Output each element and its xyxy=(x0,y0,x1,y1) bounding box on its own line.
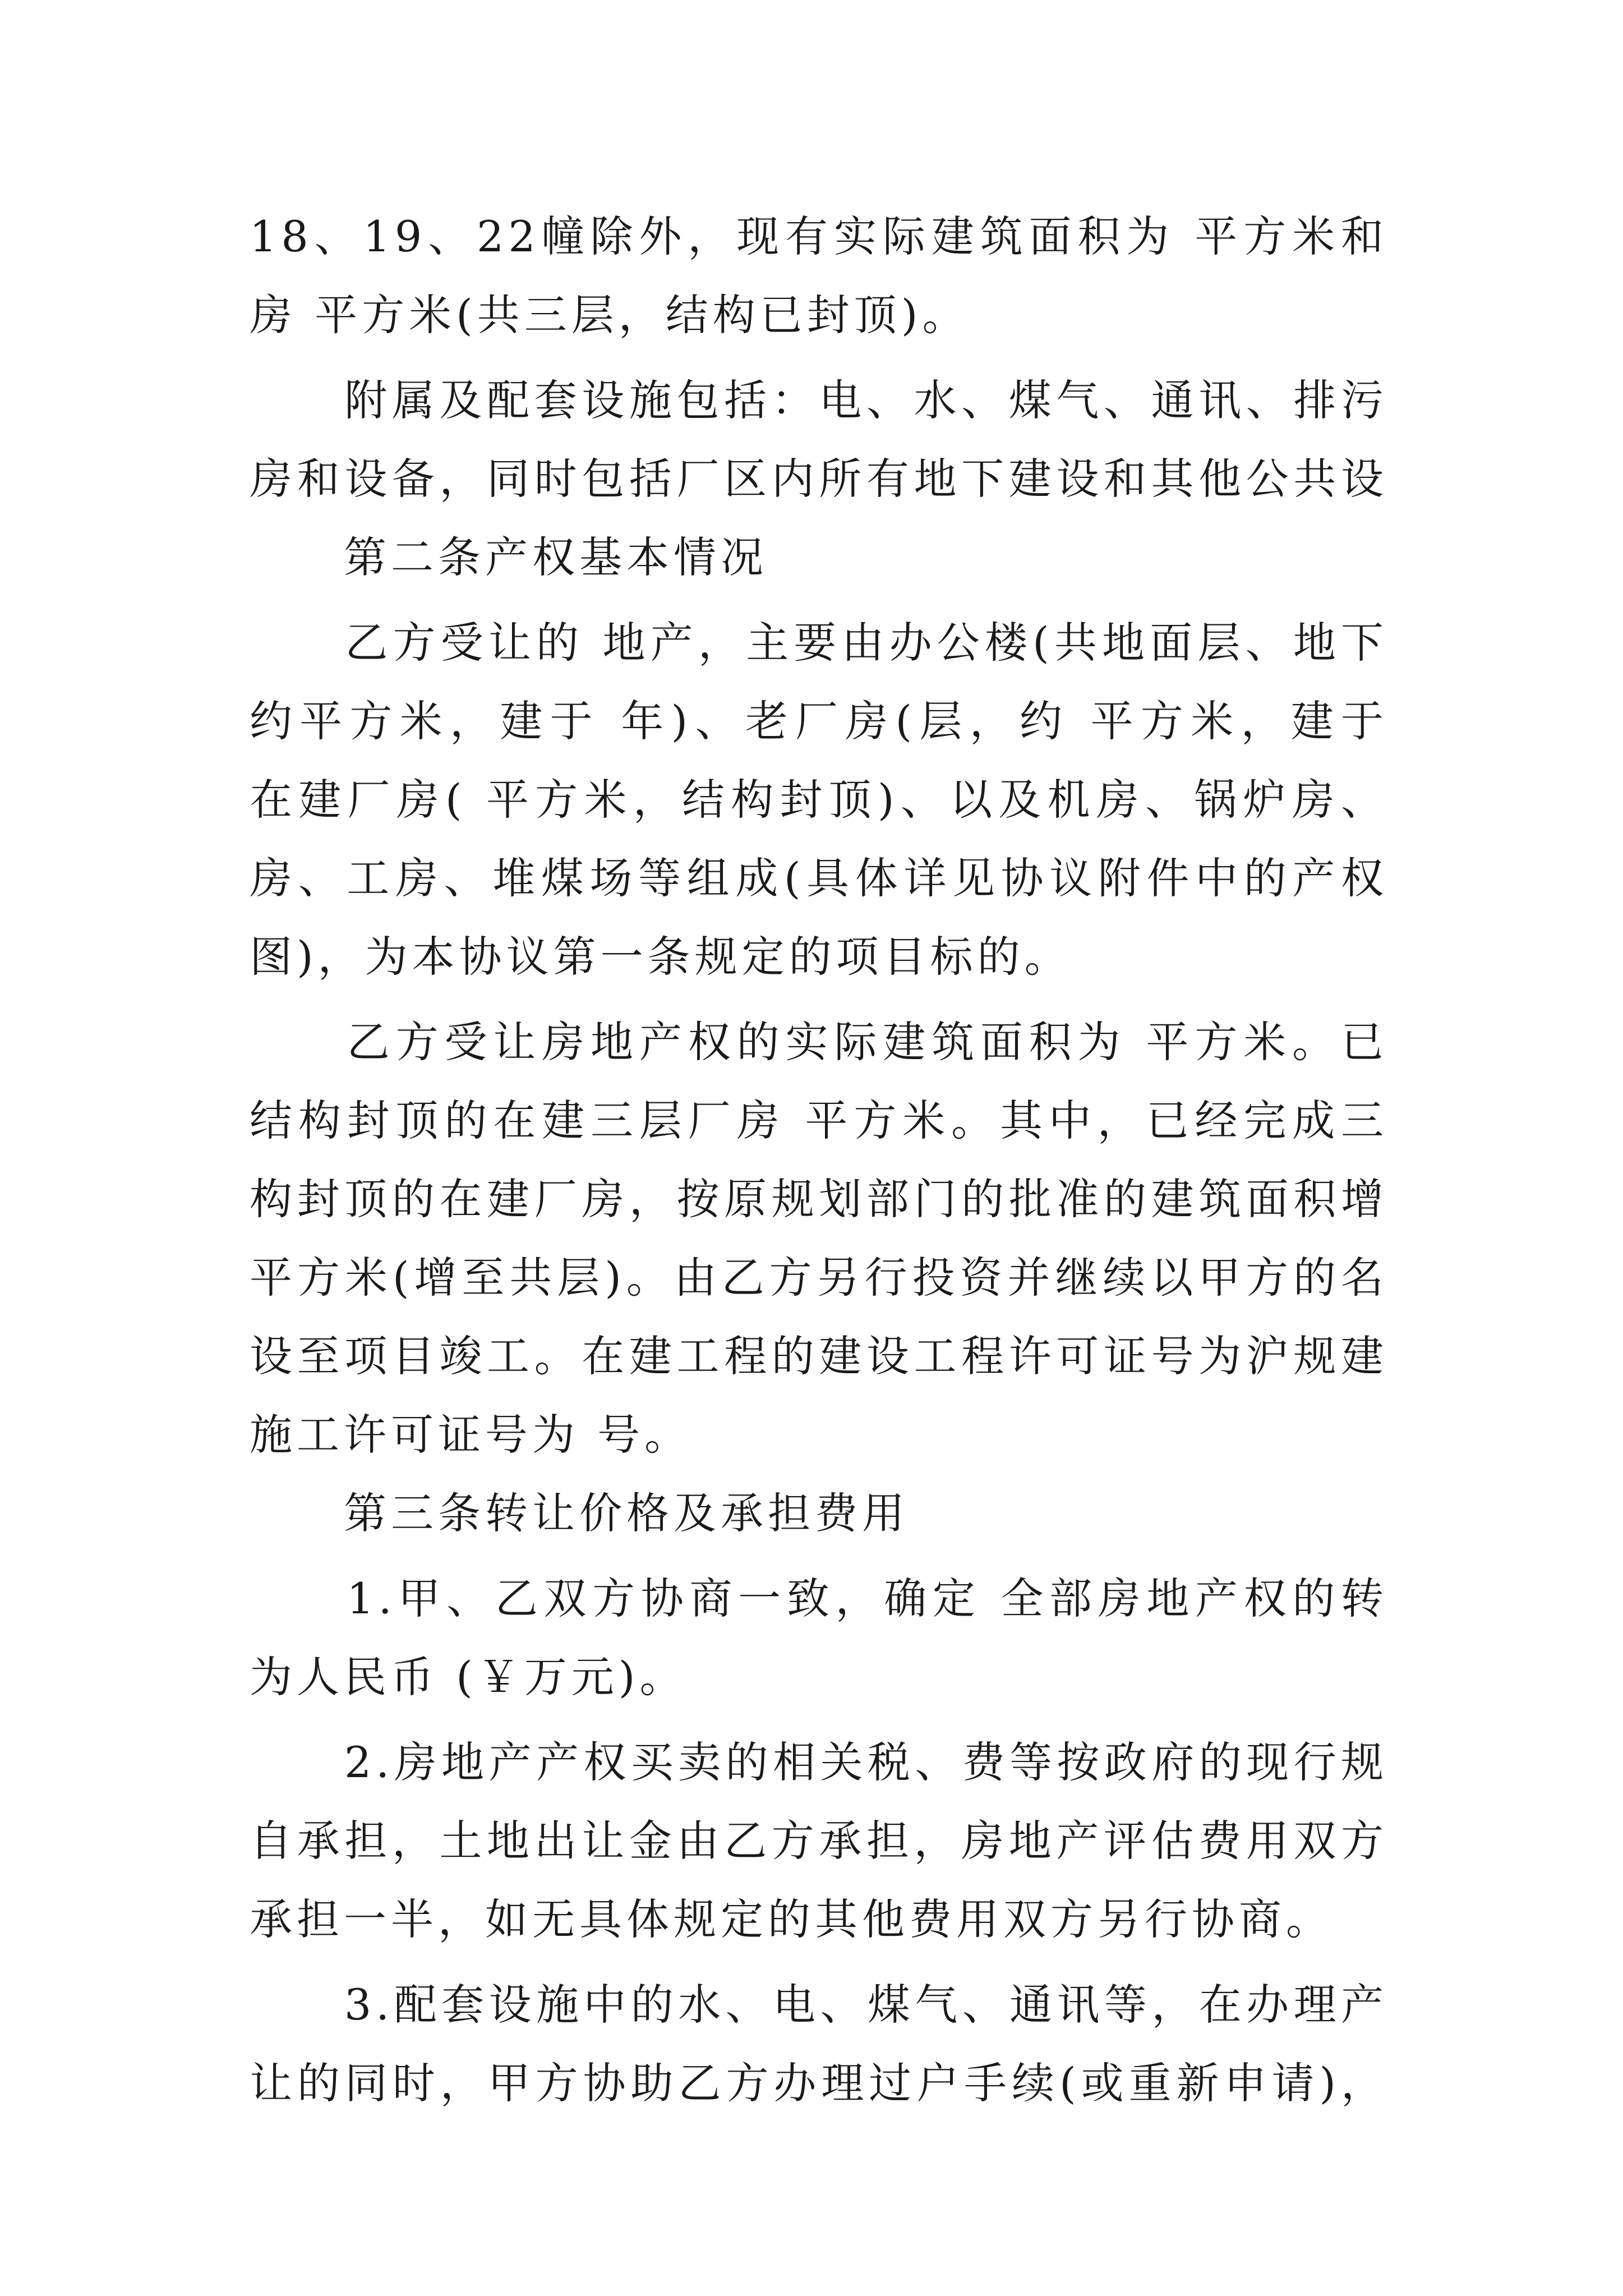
text-line: 附属及配套设施包括：电、水、煤气、通讯、排污 xyxy=(344,375,1388,425)
text-line: 2.房地产产权买卖的相关税、费等按政府的现行规 xyxy=(344,1737,1388,1787)
text-line: 1.甲、乙双方协商一致，确定 全部房地产权的转 xyxy=(347,1573,1388,1623)
text-line: 乙方受让的 地产，主要由办公楼(共地面层、地下 xyxy=(345,618,1388,668)
section-heading: 第三条转让价格及承担费用 xyxy=(250,1488,909,1538)
text-line: 构封顶的在建厂房，按原规划部门的批准的建筑面积增 xyxy=(250,1174,1388,1224)
text-line: 3.配套设施中的水、电、煤气、通讯等，在办理产 xyxy=(344,1980,1388,2030)
document-body xyxy=(250,197,1388,2123)
text-line: 自承担，土地出让金由乙方承担，房地产评估费用双方 xyxy=(250,1816,1388,1866)
text-line: 在建厂房( 平方米，结构封顶)、以及机房、锅炉房、 xyxy=(250,775,1388,825)
text-line: 18、19、22幢除外，现有实际建筑面积为 平方米和 xyxy=(250,211,1388,261)
text-line: 乙方受让房地产权的实际建筑面积为 平方米。已 xyxy=(347,1017,1388,1067)
text-line: 房和设备，同时包括厂区内所有地下建设和其他公共设 xyxy=(250,454,1388,504)
text-line: 约平方米，建于 年)、老厂房(层，约 平方米，建于 xyxy=(250,696,1388,746)
text-line: 施工许可证号为 号。 xyxy=(250,1410,692,1460)
text-line: 图)，为本协议第一条规定的项目标的。 xyxy=(250,932,1072,982)
text-line: 房 平方米(共三层，结构已封顶)。 xyxy=(250,290,970,340)
text-line: 承担一半，如无具体规定的其他费用双方另行协商。 xyxy=(250,1894,1333,1944)
text-line: 让的同时，甲方协助乙方办理过户手续(或重新申请)， xyxy=(250,2058,1388,2108)
text-line: 房、工房、堆煤场等组成(具体详见协议附件中的产权 xyxy=(250,853,1388,903)
text-line: 平方米(增至共层)。由乙方另行投资并继续以甲方的名 xyxy=(250,1253,1388,1303)
text-line: 为人民币 (￥万元)。 xyxy=(250,1652,687,1702)
text-line: 结构封顶的在建三层厂房 平方米。其中，已经完成三 xyxy=(250,1096,1388,1145)
text-line: 设至项目竣工。在建工程的建设工程许可证号为沪规建 xyxy=(250,1331,1388,1381)
section-heading: 第二条产权基本情况 xyxy=(250,532,768,582)
